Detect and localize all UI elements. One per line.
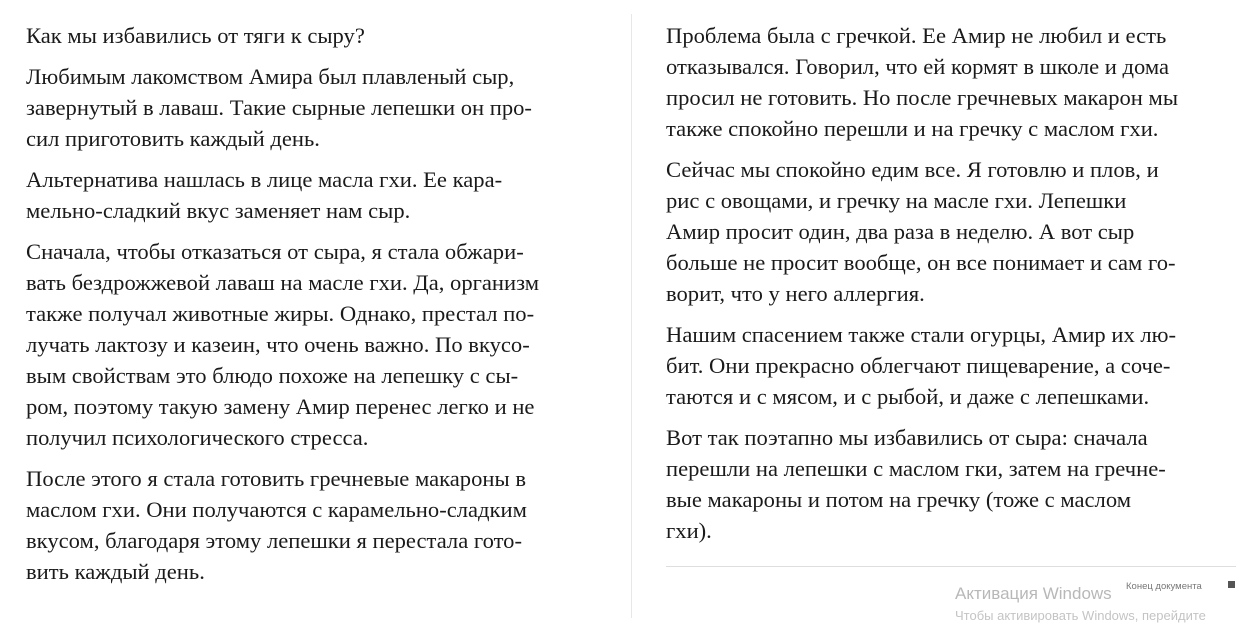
left-column	[26, 20, 606, 597]
paragraph: Любимым лакомством Амира был плавленый сыр, завернутый в лаваш. Такие сырные лепешки он про- сил приготовить каждый день.	[26, 64, 532, 151]
paragraph: Проблема была с гречкой. Ее Амир не любил и есть отказывался. Говорил, что ей кормят в школе и дома просил не готовить. Но после гречневых макарон мы также спокойно перешли и на гречку с маслом гхи.	[666, 23, 1179, 141]
paragraph: Альтернатива нашлась в лице масла гхи. Ее кара- мельно-сладкий вкус заменяет нам сыр.	[26, 167, 503, 223]
windows-activation-hint: Чтобы активировать Windows, перейдите	[955, 608, 1206, 623]
paragraph: После этого я стала готовить гречневые макароны в маслом гхи. Они получаются с карамельно-сладким вкусом, благодаря этому лепешки я перестала гото- вить каждый день.	[26, 466, 527, 584]
windows-activation-watermark: Активация Windows	[955, 584, 1112, 603]
paragraph: Сейчас мы спокойно едим все. Я готовлю и плов, и рис с овощами, и гречку на масле гхи. Лепешки Амир просит один, два раза в неделю. А вот сыр больше не просит вообще, он все понимает и сам го- ворит, что у него аллергия.	[666, 157, 1176, 306]
paragraph-mark-icon	[1228, 581, 1235, 588]
paragraph: Сначала, чтобы отказаться от сыра, я стала обжари- вать бездрожжевой лаваш на масле гхи. Да, организм также получал животные жиры. Однако, престал по- лучать лактозу и казеин, что очень важно. По вкусо- вым свойствам это блюдо похоже на лепешку с сы- ром, поэтому такую замену Амир перенес легко и не получил психологического стресса.	[26, 239, 540, 450]
paragraph: Нашим спасением также стали огурцы, Амир их лю- бит. Они прекрасно облегчают пищеварение, а соче- таются и с мясом, и с рыбой, и даже с лепешками.	[666, 322, 1177, 409]
article-heading: Как мы избавились от тяги к сыру?	[26, 23, 365, 48]
end-of-document-line	[666, 566, 1236, 567]
paragraph: Вот так поэтапно мы избавились от сыра: сначала перешли на лепешки с маслом гки, затем на гречне- вые макароны и потом на гречку (тоже с маслом гхи).	[666, 425, 1166, 543]
end-of-document-label: Конец документа	[1126, 581, 1202, 592]
column-divider	[631, 14, 632, 618]
right-column	[666, 20, 1226, 556]
